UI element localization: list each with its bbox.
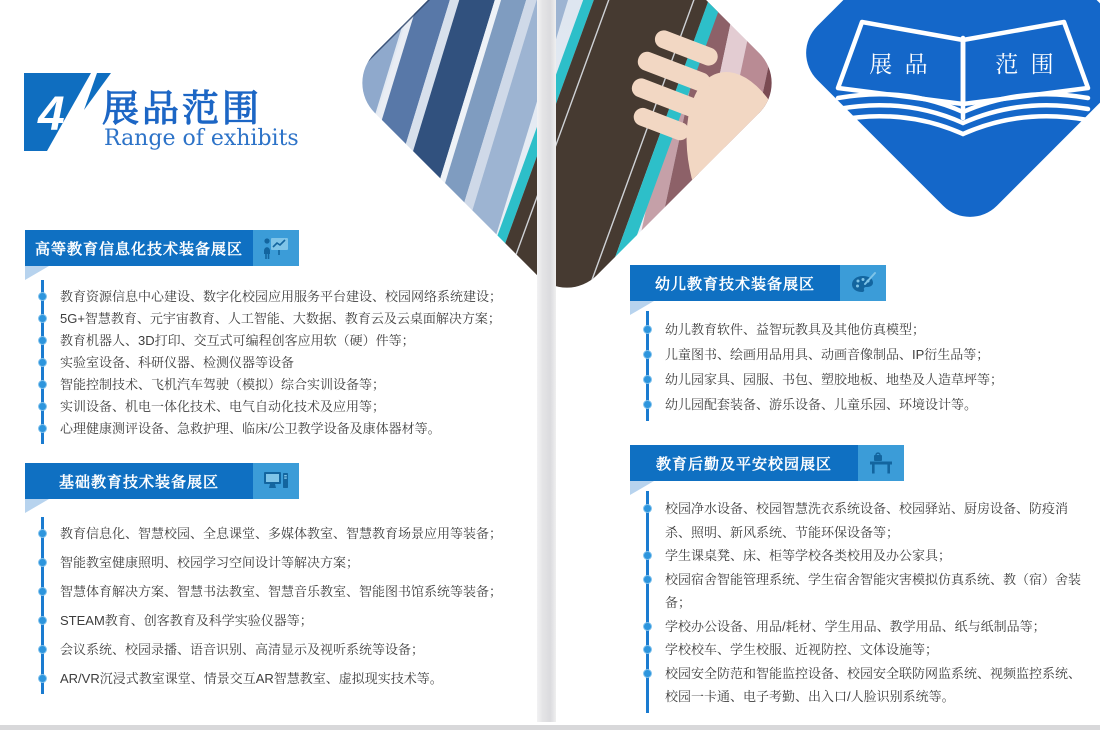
bullet-dot-icon	[38, 558, 47, 567]
list-item	[643, 342, 1085, 367]
list-item-text: 实训设备、机电一体化技术、电气自动化技术及应用等；	[60, 399, 386, 414]
list-item-text: 心理健康测评设备、急救护理、临床/公卫教学设备及康体器材等。	[60, 421, 441, 436]
book-badge	[790, 0, 1100, 233]
list-item	[643, 497, 1085, 544]
bullet-dot-icon	[643, 504, 652, 513]
list-item	[38, 523, 516, 545]
section-basic-education	[25, 463, 530, 697]
exhibit-item-list	[643, 497, 1085, 709]
list-item-text: 幼儿园家具、园服、书包、塑胶地板、地垫及人造草坪等；	[665, 372, 1004, 387]
list-item	[38, 418, 516, 440]
bullet-dot-icon	[38, 336, 47, 345]
section-title: 幼儿教育技术装备展区	[630, 265, 840, 301]
bullet-dot-icon	[38, 529, 47, 538]
flag-number: 4	[38, 88, 65, 141]
list-item	[643, 568, 1085, 615]
list-item-text: 5G+智慧教育、元宇宙教育、人工智能、大数据、教育云及云桌面解决方案；	[60, 311, 501, 326]
list-item-text: 智慧体育解决方案、智慧书法教室、智慧音乐教室、智能图书馆系统等装备；	[60, 584, 503, 599]
bullet-dot-icon	[38, 674, 47, 683]
bullet-dot-icon	[38, 424, 47, 433]
bullet-dot-icon	[643, 325, 652, 334]
ribbon-fold	[630, 481, 654, 495]
list-item	[38, 581, 516, 603]
section-preschool-education	[630, 265, 1095, 417]
list-item-text: 儿童图书、绘画用品用具、动画音像制品、IP衍生品等；	[665, 347, 990, 362]
bullet-dot-icon	[643, 622, 652, 631]
list-item-text: AR/VR沉浸式教室课堂、情景交互AR智慧教室、虚拟现实技术等。	[60, 671, 443, 686]
section-header	[25, 230, 530, 266]
list-item	[38, 610, 516, 632]
list-item-text: 智能教室健康照明、校园学习空间设计等解决方案；	[60, 555, 360, 570]
bullet-dot-icon	[38, 645, 47, 654]
list-item-text: 幼儿教育软件、益智玩教具及其他仿真模型；	[665, 322, 926, 337]
list-item-text: 教育机器人、3D打印、交互式可编程创客应用软（硬）件等；	[60, 333, 415, 348]
list-item	[643, 638, 1085, 662]
list-item	[643, 392, 1085, 417]
list-item	[643, 367, 1085, 392]
list-item-text: 校园宿舍智能管理系统、学生宿舍智能灾害模拟仿真系统、教（宿）舍装备；	[665, 571, 1082, 610]
bullet-dot-icon	[38, 358, 47, 367]
ribbon-fold	[25, 266, 49, 280]
list-item	[643, 317, 1085, 342]
list-item	[643, 662, 1085, 709]
list-item-text: 学校校车、学生校服、近视防控、文体设施等；	[665, 642, 939, 657]
list-item-text: 幼儿园配套装备、游乐设备、儿童乐园、环境设计等。	[665, 397, 978, 412]
list-item	[643, 615, 1085, 639]
exhibit-item-list	[38, 286, 516, 440]
list-item-text: 实验室设备、科研仪器、检测仪器等设备	[60, 355, 295, 370]
list-item	[38, 352, 516, 374]
exhibit-item-list	[643, 317, 1085, 417]
bullet-dot-icon	[643, 575, 652, 584]
footer-bar	[0, 725, 1100, 730]
presentation-board-icon	[253, 230, 299, 266]
list-item	[38, 668, 516, 690]
section-title: 基础教育技术装备展区	[25, 463, 253, 499]
computer-icon	[253, 463, 299, 499]
list-item	[38, 552, 516, 574]
list-item	[38, 308, 516, 330]
section-header	[630, 265, 1095, 301]
list-item	[38, 396, 516, 418]
section-header	[630, 445, 1095, 481]
list-item-text: 学校办公设备、用品/耗材、学生用品、教学用品、纸与纸制品等；	[665, 618, 1046, 634]
bullet-dot-icon	[643, 645, 652, 654]
list-item-text: 教育资源信息中心建设、数字化校园应用服务平台建设、校园网络系统建设；	[60, 289, 503, 304]
bullet-dot-icon	[643, 400, 652, 409]
section-higher-education	[25, 230, 530, 440]
list-item-text: 学生课桌凳、床、柜等学校各类校用及办公家具；	[665, 548, 952, 563]
section-title: 高等教育信息化技术装备展区	[25, 230, 253, 266]
section-title: 教育后勤及平安校园展区	[630, 445, 858, 481]
page-title: 展品范围	[102, 88, 262, 129]
badge-right-label: 范 围	[995, 51, 1057, 77]
exhibit-item-list	[38, 523, 516, 690]
list-item-text: STEAM教育、创客教育及科学实验仪器等；	[60, 613, 313, 628]
column-divider	[537, 0, 556, 722]
bullet-dot-icon	[38, 314, 47, 323]
list-item-text: 教育信息化、智慧校园、全息课堂、多媒体教室、智慧教育场景应用等装备；	[60, 526, 503, 541]
bullet-dot-icon	[643, 551, 652, 560]
list-item-text: 智能控制技术、飞机汽车驾驶（模拟）综合实训设备等；	[60, 377, 386, 392]
bullet-dot-icon	[643, 669, 652, 678]
section-header	[25, 463, 530, 499]
bullet-dot-icon	[643, 350, 652, 359]
list-item-text: 校园安全防范和智能监控设备、校园安全联防网监系统、视频监控系统、校园一卡通、电子考勤、出入口/人脸识别系统等。	[665, 665, 1082, 704]
page-subtitle: Range of exhibits	[104, 126, 299, 151]
ribbon-fold	[25, 499, 49, 513]
list-item	[643, 544, 1085, 568]
bullet-dot-icon	[38, 380, 47, 389]
bullet-dot-icon	[38, 292, 47, 301]
bullet-dot-icon	[38, 616, 47, 625]
badge-left-label: 展 品	[869, 51, 931, 77]
ribbon-fold	[630, 301, 654, 315]
bullet-dot-icon	[643, 375, 652, 384]
list-item	[38, 639, 516, 661]
desk-icon	[858, 445, 904, 481]
list-item-text: 校园净水设备、校园智慧洗衣系统设备、校园驿站、厨房设备、防疫消杀、照明、新风系统、节能环保设备等；	[665, 501, 1069, 540]
list-item	[38, 286, 516, 308]
list-item	[38, 330, 516, 352]
list-item-text: 会议系统、校园录播、语音识别、高清显示及视听系统等设备；	[60, 642, 425, 657]
bullet-dot-icon	[38, 402, 47, 411]
bullet-dot-icon	[38, 587, 47, 596]
palette-icon	[840, 265, 886, 301]
list-item	[38, 374, 516, 396]
section-logistics-safe-campus	[630, 445, 1095, 709]
